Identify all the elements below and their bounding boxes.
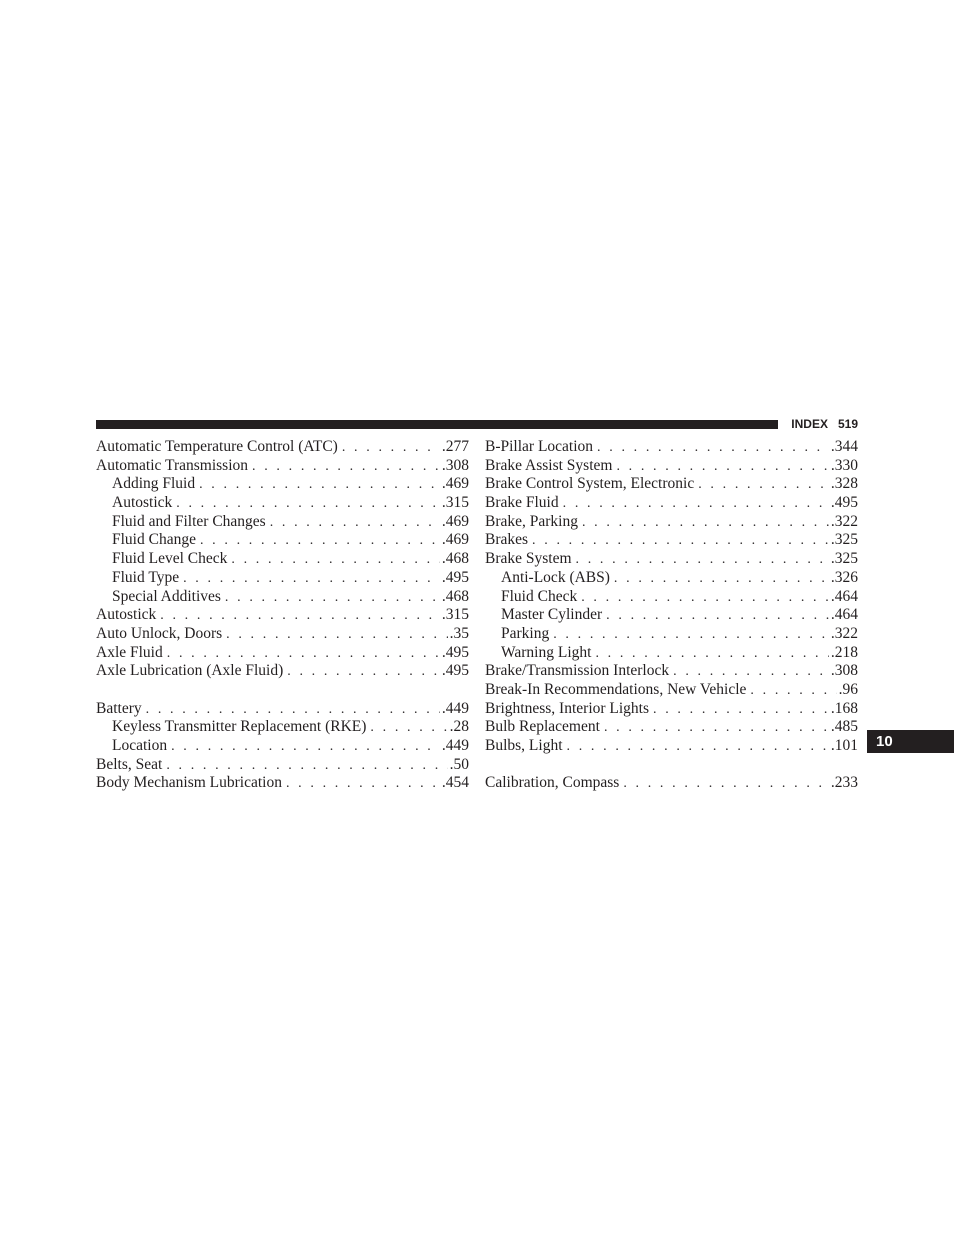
index-entry <box>96 438 469 457</box>
index-page-ref: .322 <box>830 624 858 642</box>
index-subentry <box>96 718 469 737</box>
dot-leader <box>604 719 829 737</box>
dot-leader <box>166 757 447 775</box>
index-page-ref: .344 <box>830 438 858 455</box>
index-group-gap <box>485 756 858 775</box>
index-subentry <box>96 588 469 607</box>
index-entry <box>96 625 469 644</box>
dot-leader <box>226 626 447 644</box>
header-rule <box>96 420 778 429</box>
index-term: Bulbs, Light <box>485 737 563 754</box>
index-term: Brake/Transmission Interlock <box>485 662 670 680</box>
index-page-ref: .308 <box>441 456 469 474</box>
index-term: Fluid Type <box>112 568 180 586</box>
index-term: Warning Light <box>501 643 592 661</box>
index-term: Brake Assist System <box>485 456 613 474</box>
index-page-ref: .469 <box>441 512 469 530</box>
index-page-ref: .449 <box>441 699 469 717</box>
index-subentry <box>485 606 858 625</box>
index-page-ref: .464 <box>830 587 858 605</box>
index-page-ref: .495 <box>830 494 858 512</box>
index-page-ref: .218 <box>830 643 858 661</box>
index-entry <box>485 457 858 476</box>
dot-leader <box>287 663 440 681</box>
dot-leader <box>582 514 829 532</box>
index-term: Adding Fluid <box>112 475 196 493</box>
index-entry <box>485 531 858 550</box>
dot-leader <box>673 663 829 681</box>
dot-leader <box>606 607 829 625</box>
index-page-ref: .308 <box>830 662 858 680</box>
index-term: Calibration, Compass <box>485 774 620 792</box>
section-title: INDEX <box>791 417 828 431</box>
index-entry <box>96 774 469 793</box>
index-entry <box>485 513 858 532</box>
index-page-ref: .468 <box>441 550 469 568</box>
index-page-ref: .315 <box>441 606 469 624</box>
index-term: Brightness, Interior Lights <box>485 699 650 717</box>
index-column-right <box>485 438 858 793</box>
dot-leader <box>270 514 440 532</box>
index-subentry <box>96 494 469 513</box>
index-page-ref: .485 <box>830 718 858 736</box>
index-page-ref: .96 <box>838 680 858 698</box>
dot-leader <box>183 570 440 588</box>
index-term: Brakes <box>485 531 529 549</box>
index-page-ref: .495 <box>441 568 469 586</box>
index-page-ref: .277 <box>441 438 469 455</box>
index-term: B-Pillar Location <box>485 438 594 455</box>
running-header <box>791 417 858 432</box>
index-term: Location <box>112 737 168 754</box>
index-entry <box>96 606 469 625</box>
index-group-gap <box>96 681 469 700</box>
index-subentry <box>96 737 469 756</box>
index-term: Automatic Temperature Control (ATC) <box>96 438 338 455</box>
index-term: Brake Fluid <box>485 494 559 512</box>
index-page-ref: .35 <box>449 624 469 642</box>
index-term: Autostick <box>96 606 157 624</box>
index-entry <box>485 662 858 681</box>
index-term: Brake System <box>485 550 572 568</box>
index-subentry <box>485 588 858 607</box>
dot-leader <box>167 645 440 663</box>
index-page-ref: .469 <box>441 531 469 549</box>
index-term: Autostick <box>112 494 173 512</box>
index-page-ref: .168 <box>830 699 858 717</box>
index-term: Brake Control System, Electronic <box>485 475 695 493</box>
dot-leader <box>171 738 440 756</box>
dot-leader <box>653 701 829 719</box>
index-page-ref: .101 <box>830 737 858 754</box>
index-term: Special Additives <box>112 587 221 605</box>
index-term: Bulb Replacement <box>485 718 600 736</box>
dot-leader <box>200 532 440 550</box>
index-page-ref: .454 <box>441 774 469 792</box>
dot-leader <box>595 645 828 663</box>
index-page-ref: .325 <box>830 550 858 568</box>
index-page-ref: .315 <box>441 494 469 512</box>
index-page-ref: .28 <box>449 718 469 736</box>
index-term: Axle Lubrication (Axle Fluid) <box>96 662 284 680</box>
dot-leader <box>342 439 440 457</box>
index-term: Master Cylinder <box>501 606 603 624</box>
dot-leader <box>616 458 828 476</box>
dot-leader <box>576 551 829 569</box>
index-term: Fluid and Filter Changes <box>112 512 266 530</box>
index-term: Anti-Lock (ABS) <box>501 568 610 586</box>
index-entry <box>485 681 858 700</box>
index-page-ref: .322 <box>830 512 858 530</box>
index-page-ref: .469 <box>441 475 469 493</box>
dot-leader <box>252 458 440 476</box>
index-page-ref: .464 <box>830 606 858 624</box>
index-entry <box>485 494 858 513</box>
index-page-ref: .50 <box>449 755 469 773</box>
chapter-tab[interactable]: 10 <box>867 730 954 753</box>
index-entry <box>96 756 469 775</box>
index-term: Break-In Recommendations, New Vehicle <box>485 680 747 698</box>
index-entry <box>485 737 858 756</box>
dot-leader <box>614 570 829 588</box>
index-term: Fluid Check <box>501 587 578 605</box>
index-entry <box>485 700 858 719</box>
index-subentry <box>485 644 858 663</box>
index-page-ref: .449 <box>441 737 469 754</box>
index-entry <box>485 718 858 737</box>
index-term: Axle Fluid <box>96 643 163 661</box>
index-term: Fluid Change <box>112 531 196 549</box>
index-page-ref: .233 <box>830 774 858 792</box>
index-page-ref: .495 <box>441 643 469 661</box>
index-term: Battery <box>96 699 142 717</box>
index-subentry <box>96 569 469 588</box>
dot-leader <box>750 682 836 700</box>
index-term: Automatic Transmission <box>96 456 249 474</box>
index-entry <box>96 644 469 663</box>
index-page-ref: .325 <box>830 531 858 549</box>
dot-leader <box>553 626 829 644</box>
index-term: Brake, Parking <box>485 512 578 530</box>
index-entry <box>96 662 469 681</box>
dot-leader <box>563 495 829 513</box>
index-subentry <box>96 513 469 532</box>
index-page-ref: .326 <box>830 568 858 586</box>
dot-leader <box>698 476 829 494</box>
dot-leader <box>199 476 440 494</box>
index-subentry <box>485 569 858 588</box>
index-entry <box>96 700 469 719</box>
index-subentry <box>96 550 469 569</box>
dot-leader <box>581 589 829 607</box>
dot-leader <box>231 551 440 569</box>
dot-leader <box>370 719 447 737</box>
index-term: Auto Unlock, Doors <box>96 624 223 642</box>
dot-leader <box>532 532 829 550</box>
index-page-ref: .328 <box>830 475 858 493</box>
dot-leader <box>597 439 829 457</box>
index-entry <box>485 438 858 457</box>
dot-leader <box>176 495 440 513</box>
dot-leader <box>286 775 440 793</box>
dot-leader <box>623 775 829 793</box>
dot-leader <box>225 589 440 607</box>
index-subentry <box>485 625 858 644</box>
index-page-ref: .330 <box>830 456 858 474</box>
index-term: Parking <box>501 624 550 642</box>
index-page-ref: .468 <box>441 587 469 605</box>
index-column-left <box>96 438 469 793</box>
index-entry <box>485 550 858 569</box>
index-subentry <box>96 531 469 550</box>
index-term: Body Mechanism Lubrication <box>96 774 282 792</box>
dot-leader <box>567 738 829 756</box>
index-entry <box>485 774 858 793</box>
page-number: 519 <box>837 417 858 431</box>
index-entry <box>96 457 469 476</box>
index-term: Fluid Level Check <box>112 550 228 568</box>
index-term: Belts, Seat <box>96 755 163 773</box>
dot-leader <box>146 701 440 719</box>
index-subentry <box>96 475 469 494</box>
index-page-ref: .495 <box>441 662 469 680</box>
index-entry <box>485 475 858 494</box>
dot-leader <box>160 607 440 625</box>
index-term: Keyless Transmitter Replacement (RKE) <box>112 718 367 736</box>
